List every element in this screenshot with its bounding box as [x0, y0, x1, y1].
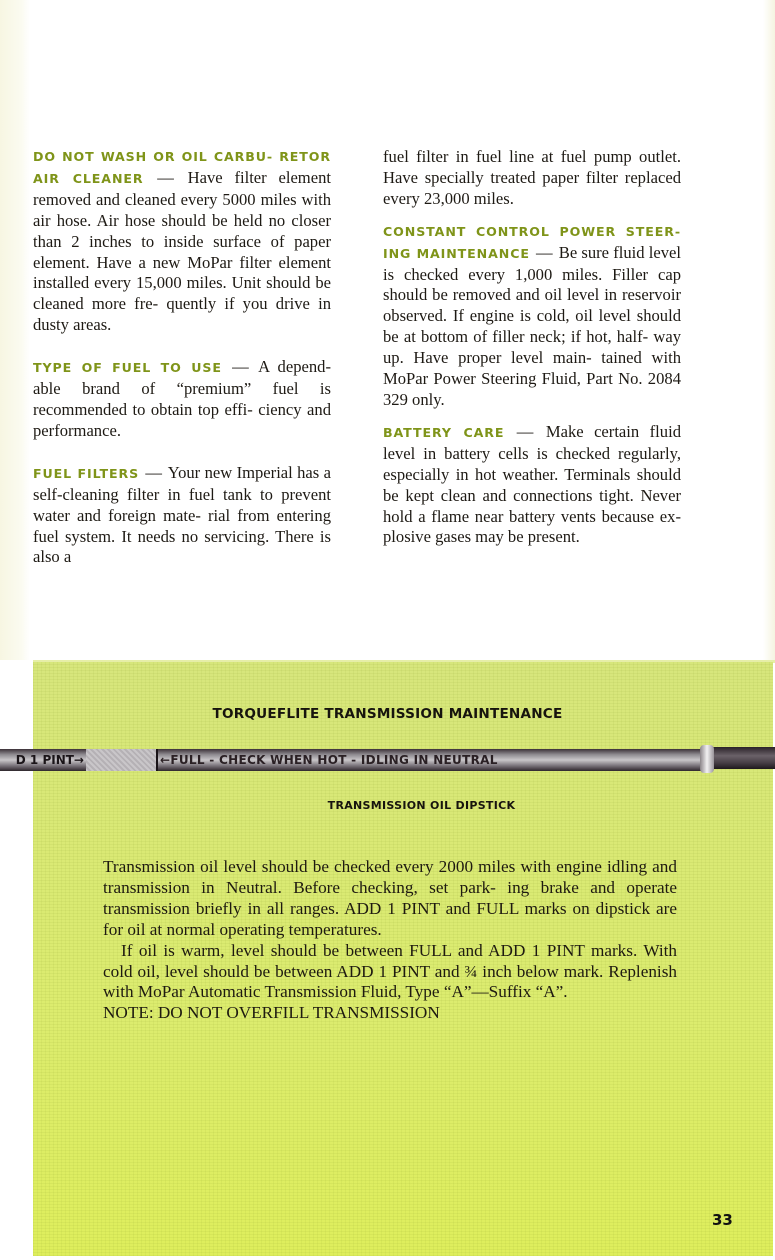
section-heading: CONSTANT CONTROL POWER STEER- ING MAINTENANCE	[383, 223, 681, 261]
section-body: Your new Imperial has a self-cleaning filter in fuel tank to prevent water and foreign mate- rial from entering fuel system. It needs no servicing. There is also a	[33, 462, 331, 567]
section-power-steering	[383, 221, 681, 411]
section-battery-care	[383, 422, 681, 548]
section-body: Be sure fluid level is checked every 1,000 miles. Filler cap should be removed and oil level in reservoir observed. If engine is cold, oil level should be at bottom of filler neck; if hot, half- way up. Have proper level main- tained with MoPar Power Steering Fluid, Part No. 2084 329 only.	[383, 242, 681, 409]
transmission-body	[103, 857, 677, 1024]
em-dash: —	[516, 421, 534, 441]
dipstick-range-zone	[86, 749, 158, 771]
page-number: 33	[712, 1211, 733, 1229]
transmission-paragraph: If oil is warm, level should be between FULL and ADD 1 PINT marks. With cold oil, level should be between ADD 1 PINT and ¾ inch below mark. Replenish with MoPar Automatic Transmission Fluid, Type “A”—Suffix “A”.	[103, 940, 677, 1002]
em-dash: —	[232, 357, 249, 377]
em-dash: —	[536, 242, 553, 262]
section-body: A depend- able brand of “premium” fuel is recommended to obtain top effi- ciency and performance.	[33, 357, 331, 440]
page-binding-edge	[0, 0, 30, 660]
section-fuel-filters-continued	[383, 147, 681, 210]
left-column	[33, 146, 331, 589]
section-heading: DO NOT WASH OR OIL CARBU- RETOR AIR CLEANER	[33, 149, 331, 186]
section-fuel-type	[33, 357, 331, 442]
dipstick-full-mark: ←FULL - CHECK WHEN HOT - IDLING IN NEUTRAL	[160, 753, 498, 767]
section-heading: TYPE OF FUEL TO USE	[33, 360, 222, 376]
right-column	[383, 147, 681, 559]
section-heading: FUEL FILTERS	[33, 465, 140, 481]
transmission-title	[0, 706, 775, 722]
dipstick-illustration	[0, 745, 775, 775]
em-dash: —	[157, 167, 174, 187]
dipstick-handle	[708, 747, 775, 769]
section-body: Make certain fluid level in battery cells is checked regularly, especially in hot weather. Terminals should be kept clean and connections tight. Never hold a flame near battery vents because ex- plosive gases may be present.	[383, 421, 681, 547]
dipstick-add-mark: D 1 PINT→	[2, 749, 90, 771]
section-heading: BATTERY CARE	[383, 424, 505, 440]
transmission-note: NOTE: DO NOT OVERFILL TRANSMISSION	[103, 1003, 440, 1023]
transmission-paragraph: Transmission oil level should be checked every 2000 miles with engine idling and transmission in Neutral. Before checking, set park- ing brake and operate transmission briefly in all ranges. ADD 1 PINT and FULL marks on dipstick are for oil at normal operating temperatures.	[103, 857, 677, 939]
page-right-edge	[763, 0, 775, 660]
em-dash: —	[145, 462, 163, 482]
section-body: fuel filter in fuel line at fuel pump outlet. Have specially treated paper filter replaced every 23,000 miles.	[383, 147, 681, 208]
figure-caption	[0, 799, 775, 812]
section-fuel-filters	[33, 463, 331, 569]
section-body: Have filter element removed and cleaned every 5000 miles with air hose. Air hose should be held no closer than 2 inches to inside surface of paper element. Have a new MoPar filter element installed every 15,000 miles. Unit should be cleaned more fre- quently if you drive in dusty areas.	[33, 167, 331, 335]
dipstick-bend	[700, 745, 714, 773]
figure-caption-text: TRANSMISSION OIL DIPSTICK	[327, 799, 516, 812]
transmission-title-text: TORQUEFLITE TRANSMISSION MAINTENANCE	[212, 706, 563, 722]
section-air-cleaner	[33, 146, 331, 336]
